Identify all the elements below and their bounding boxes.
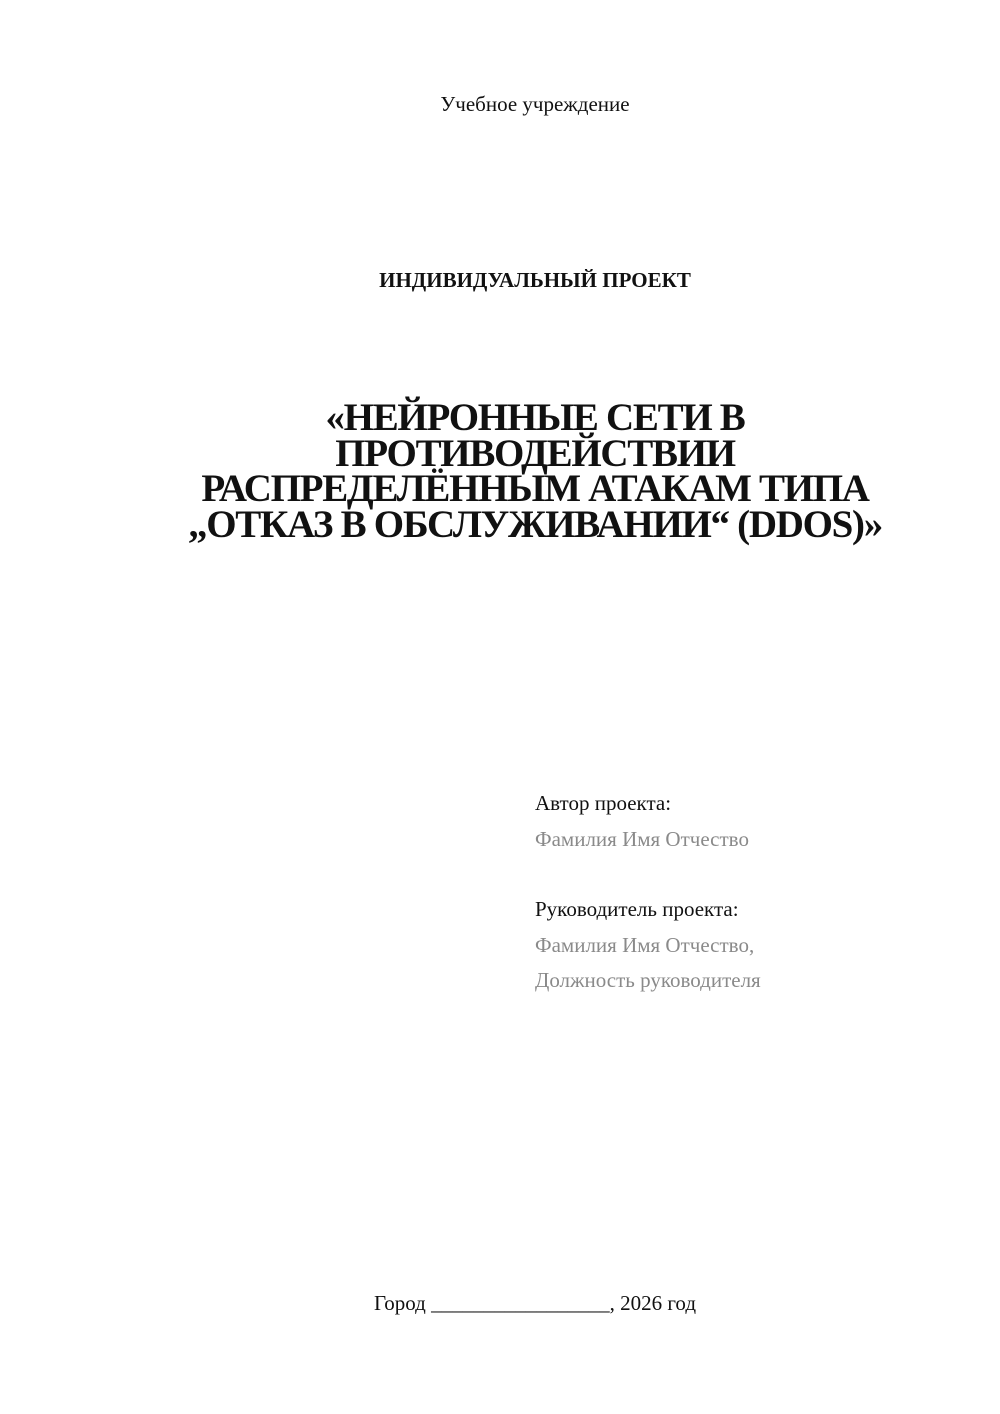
city-year: Город _________________, 2026 год xyxy=(373,1291,697,1315)
author-label: Автор проекта: xyxy=(535,791,672,815)
title-line: РАСПРЕДЕЛЁННЫМ АТАКАМ ТИПА xyxy=(201,467,869,510)
project-type: ИНДИВИДУАЛЬНЫЙ ПРОЕКТ xyxy=(379,268,691,292)
supervisor-name: Фамилия Имя Отчество, xyxy=(535,932,755,957)
supervisor-position: Должность руководителя xyxy=(535,968,761,992)
supervisor-block xyxy=(535,892,761,999)
title-line: «НЕЙРОННЫЕ СЕТИ В xyxy=(325,396,745,439)
institution: Учебное учреждение xyxy=(440,92,630,116)
project-title xyxy=(175,396,895,546)
title-line: „ОТКАЗ В ОБСЛУЖИВАНИИ“ (DDOS)» xyxy=(188,502,882,546)
supervisor-label: Руководитель проекта: xyxy=(535,897,739,921)
author-name: Фамилия Имя Отчество xyxy=(535,826,749,851)
author-block xyxy=(535,786,749,857)
title-line: ПРОТИВОДЕЙСТВИИ xyxy=(335,431,735,475)
